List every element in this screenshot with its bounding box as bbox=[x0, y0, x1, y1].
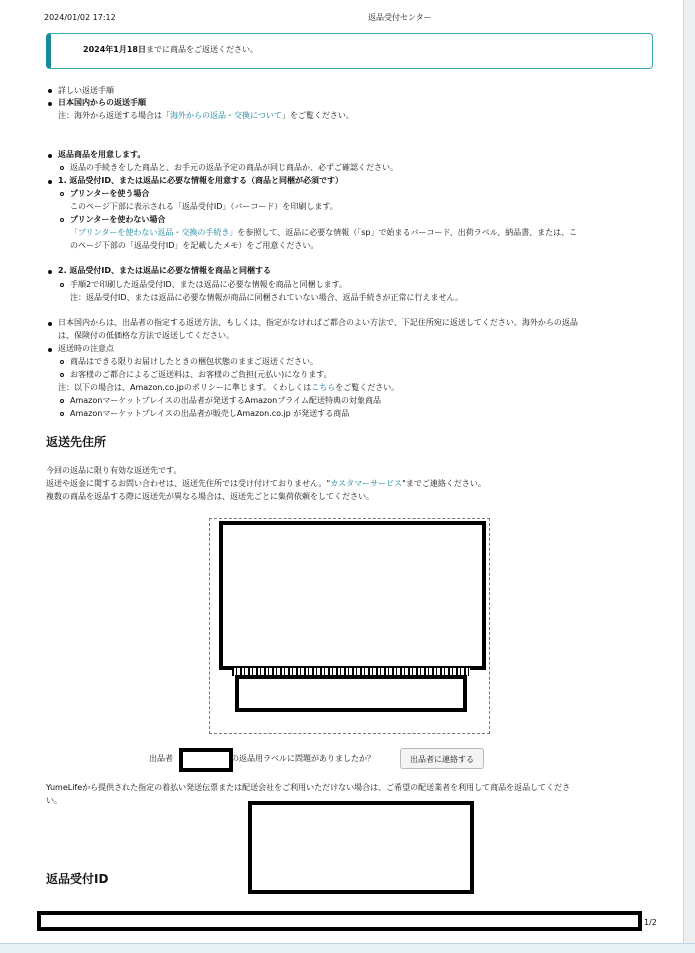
step2-sub: 手順2で印刷した返品受付ID、または返品に必要な情報を商品と同梱します。 bbox=[70, 280, 347, 289]
address-multiple-note: 複数の商品を返品する際に返送先が異なる場合は、返送先ごとに集荷依頼をしてください。 bbox=[46, 492, 374, 501]
circle-bullet-icon bbox=[60, 166, 64, 170]
deadline-text: までに商品をご返送ください。 bbox=[145, 45, 258, 54]
cautions-title: 返送時の注意点 bbox=[58, 344, 114, 353]
deadline-notice bbox=[46, 33, 653, 69]
seller-prefix: 出品者 bbox=[149, 754, 173, 763]
domestic-shipping-text: 日本国内からは、出品者の指定する返送方法、もしくは、指定がなければご都合のよい方法で、下記住所宛に返送してください。海外からの返品 bbox=[58, 318, 578, 327]
caution-prime-items: Amazonマーケットプレイスの出品者が発送するAmazonプライム配送特典の対象商品 bbox=[70, 396, 381, 405]
circle-bullet-icon bbox=[60, 218, 64, 222]
redacted-barcode-block bbox=[235, 675, 467, 712]
return-address-heading: 返送先住所 bbox=[46, 435, 107, 449]
prep-title: 返品商品を用意します。 bbox=[58, 150, 146, 159]
no-printer-procedure-link[interactable]: 「プリンターを使わない返品・交換の手続き」 bbox=[70, 228, 238, 237]
overseas-returns-link[interactable]: 海外からの返品・交換について bbox=[170, 111, 282, 120]
page-number: 1/2 bbox=[644, 918, 657, 927]
yumelife-note: YumeLifeから提供された指定の着払い発送伝票または配送会社をご利用いただけない場合は、ご希望の配送業者を利用して商品を返品してくださ bbox=[46, 783, 571, 792]
policy-note: 注：以下の場合は、Amazon.co.jpのポリシーに準じます。くわしくはこちらをご覧ください。 bbox=[58, 383, 400, 392]
deadline-date: 2024年1月18日 bbox=[83, 45, 146, 54]
redacted-label-block bbox=[219, 521, 486, 670]
no-printer-case-text: 「プリンターを使わない返品・交換の手続き」を参照して、返品に必要な情報（「sp」で始まるバーコード、出荷ラベル、納品書、または、こ bbox=[70, 228, 578, 237]
circle-bullet-icon bbox=[60, 412, 64, 416]
prep-sub: 返品の手続きをした商品と、お手元の返品予定の商品が同じ商品か、必ずご確認ください。 bbox=[70, 163, 398, 172]
detailed-steps-item: 詳しい返送手順 bbox=[58, 86, 114, 95]
redacted-seller-name bbox=[179, 748, 233, 772]
step2-title: 2. 返品受付ID、または返品に必要な情報を商品と同梱する bbox=[58, 266, 272, 275]
viewer-right-edge bbox=[683, 0, 695, 953]
domestic-steps-item: 日本国内からの返送手順 bbox=[58, 98, 146, 107]
caution-shipping-cost: お客様のご都合によるご返送料は、お客様のご負担(元払い)になります。 bbox=[70, 370, 332, 379]
redacted-footer-block bbox=[37, 911, 642, 931]
printer-case-text: このページ下部に表示される「返品受付ID」（バーコード）を印刷します。 bbox=[70, 202, 338, 211]
bullet-icon bbox=[48, 102, 52, 106]
circle-bullet-icon bbox=[60, 373, 64, 377]
overseas-note: 注：海外から返送する場合は「海外からの返品・交換について」をご覧ください。 bbox=[58, 111, 354, 120]
bullet-icon bbox=[48, 180, 52, 184]
return-id-heading: 返品受付ID bbox=[46, 872, 109, 886]
circle-bullet-icon bbox=[60, 283, 64, 287]
circle-bullet-icon bbox=[60, 360, 64, 364]
caution-fba-items: Amazonマーケットプレイスの出品者が販売しAmazon.co.jp が発送する商品 bbox=[70, 409, 350, 418]
no-printer-case-title: プリンターを使わない場合 bbox=[70, 215, 166, 224]
bullet-icon bbox=[48, 322, 52, 326]
bullet-icon bbox=[48, 89, 52, 93]
seller-label-question: の返品用ラベルに問題がありましたか？ bbox=[231, 754, 375, 763]
circle-bullet-icon bbox=[60, 399, 64, 403]
redacted-id-block bbox=[248, 801, 474, 894]
bullet-icon bbox=[48, 348, 52, 352]
print-timestamp: 2024/01/02 17:12 bbox=[44, 13, 116, 22]
address-valid-note: 今回の返品に限り有効な返送先です。 bbox=[46, 466, 182, 475]
domestic-shipping-text-2: は、保険付の低価格な方法で返送してください。 bbox=[58, 331, 234, 340]
bullet-icon bbox=[48, 154, 52, 158]
step1-title: 1. 返品受付ID、または返品に必要な情報を用意する（商品と同梱が必須です） bbox=[58, 176, 344, 185]
caution-packaging: 商品はできる限りお届けしたときの梱包状態のままご返送ください。 bbox=[70, 357, 318, 366]
customer-service-link[interactable]: カスタマーサービス bbox=[330, 479, 403, 488]
circle-bullet-icon bbox=[60, 192, 64, 196]
policy-link[interactable]: こちら bbox=[311, 383, 336, 392]
address-contact-note: 返送や返金に関するお問い合わせは、返送先住所では受け付けておりません。"カスタマーサービス"までご連絡ください。 bbox=[46, 479, 486, 488]
viewer-bottom-bar bbox=[0, 943, 695, 953]
printer-case-title: プリンターを使う場合 bbox=[70, 189, 150, 198]
page-header-title: 返品受付センター bbox=[368, 13, 432, 22]
step2-note: 注：返品受付ID、または返品に必要な情報が商品に同梱されていない場合、返品手続きが正常に行えません。 bbox=[70, 293, 463, 302]
bullet-icon bbox=[48, 270, 52, 274]
yumelife-note-2: い。 bbox=[46, 796, 62, 805]
contact-seller-button[interactable]: 出品者に連絡する bbox=[400, 748, 484, 769]
no-printer-case-text-2: のページ下部の「返品受付ID」を記載したメモ）をご用意ください。 bbox=[70, 241, 319, 250]
